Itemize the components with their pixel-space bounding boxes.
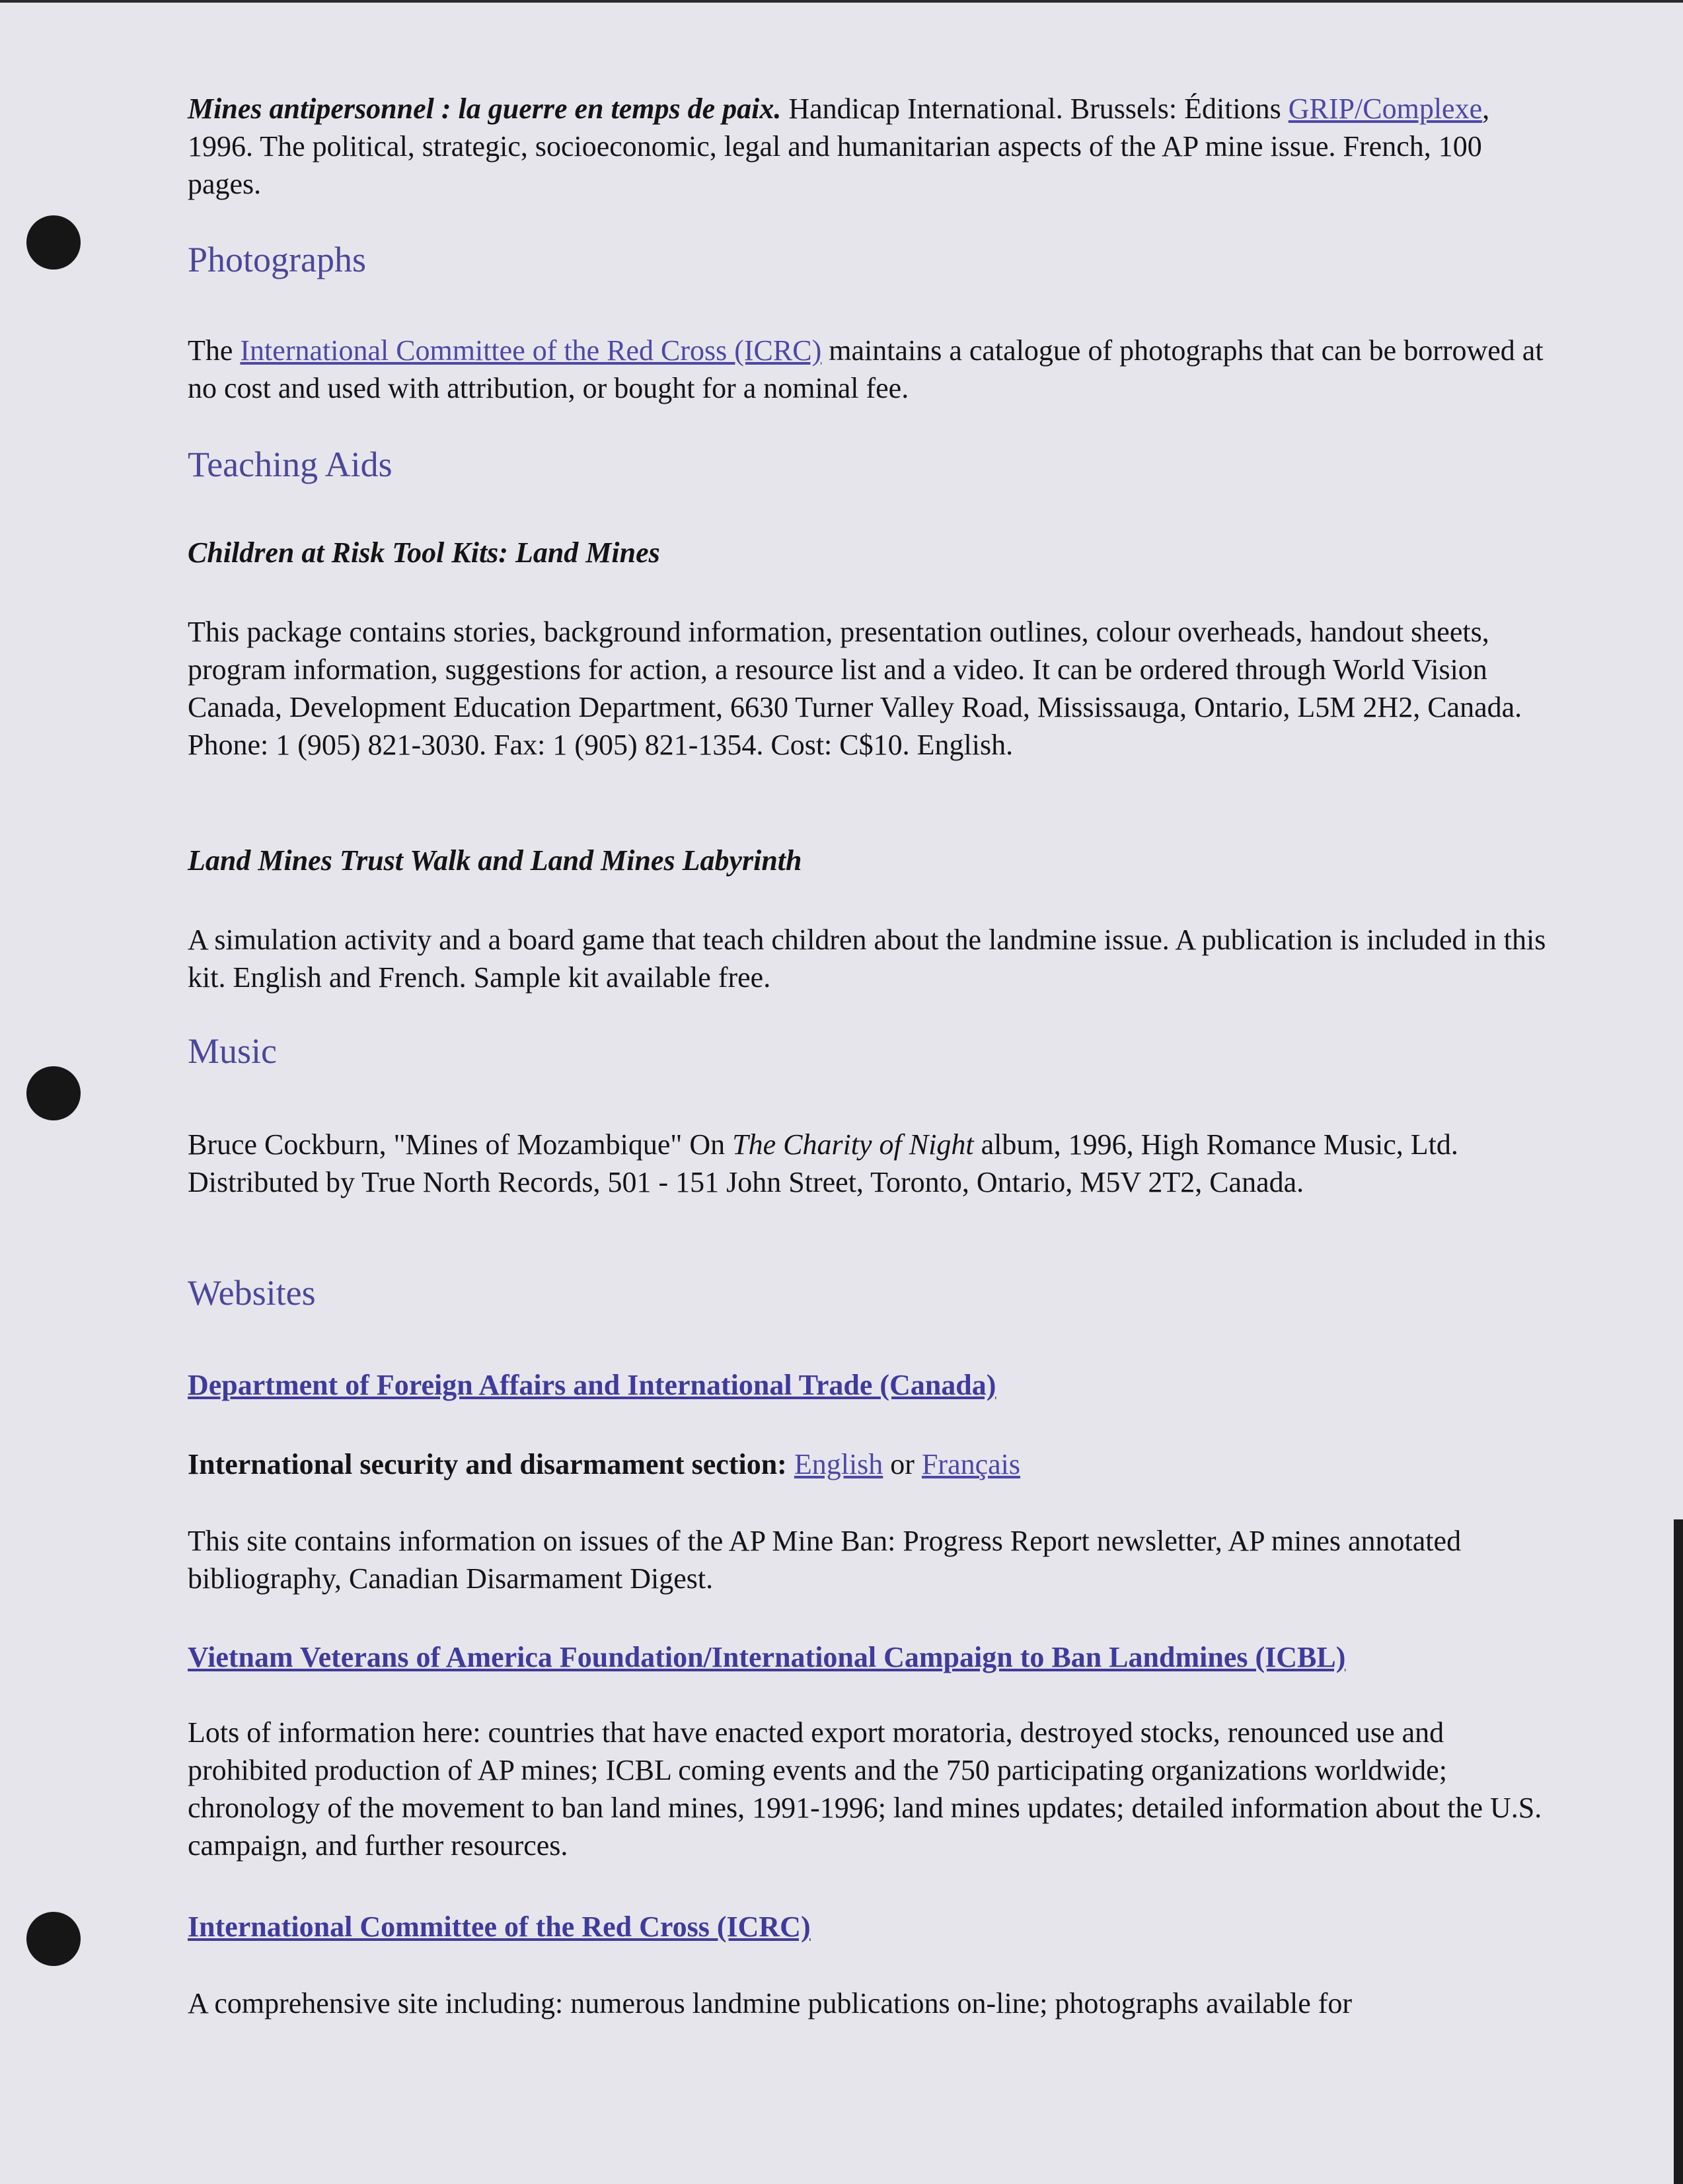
heading-music: Music — [188, 1031, 277, 1071]
scan-right-edge — [1674, 1519, 1683, 2184]
site2-description: Lots of information here: countries that have enacted export moratoria, destroyed stocks, renounced use and prohibited production of AP mines; ICBL coming events and the 750 participating organizations worldwide; chronology of the movement to ban land mines, 1991-1996; land mines updates; detailed information about the U.S. campaign, and further resources. — [188, 1716, 1542, 1862]
site3-link-line — [188, 1908, 1549, 1946]
icrc-site-link[interactable]: International Committee of the Red Cross (ICRC) — [188, 1911, 811, 1943]
binder-hole-bottom — [26, 1912, 81, 1966]
dfait-link[interactable]: Department of Foreign Affairs and International Trade (Canada) — [188, 1369, 996, 1401]
heading-photographs: Photographs — [188, 240, 366, 279]
music-paragraph — [188, 1126, 1549, 1201]
photographs-paragraph — [188, 332, 1549, 407]
heading-websites: Websites — [188, 1273, 316, 1313]
binder-hole-middle — [26, 1066, 81, 1120]
teaching-item2-text: A simulation activity and a board game that teach children about the landmine issue. A publication is included in this kit. English and French. Sample kit available free. — [188, 924, 1546, 994]
entry-mines-antipersonnel — [188, 90, 1549, 203]
teaching-item1-title: Children at Risk Tool Kits: Land Mines — [188, 536, 660, 569]
grip-complexe-link[interactable]: GRIP/Complexe — [1288, 92, 1483, 125]
photographs-lead: The — [188, 334, 241, 367]
music-text-b: album, 1996, High Romance Music, Ltd. Distributed by True North Records, 501 - 151 John Street, Toronto, Ontario, M5V 2T2, Canada. — [188, 1128, 1458, 1198]
entry-title: Mines antipersonnel : la guerre en temps de paix. — [188, 92, 782, 125]
site2-link-line — [188, 1638, 1549, 1676]
icrc-photos-link[interactable]: International Committee of the Red Cross (ICRC) — [240, 334, 822, 367]
photographs-text: maintains a catalogue of photographs that can be borrowed at no cost and used with attribution, or bought for a nominal fee. — [188, 334, 1544, 404]
english-link[interactable]: English — [794, 1448, 883, 1480]
binder-hole-top — [26, 215, 81, 270]
entry-text-a: Handicap International. Brussels: Éditions — [781, 92, 1289, 125]
entry-text-b: , 1996. The political, strategic, socioeconomic, legal and humanitarian aspects of the AP mine issue. French, 100 pages. — [188, 92, 1490, 200]
francais-link[interactable]: Français — [921, 1448, 1021, 1480]
site3-description: A comprehensive site including: numerous landmine publications on-line; photographs available for — [188, 1987, 1353, 2020]
scan-top-edge — [0, 0, 1683, 3]
site1-section-line — [188, 1445, 1549, 1483]
heading-teaching-aids: Teaching Aids — [188, 445, 393, 484]
site1-description: This site contains information on issues of the AP Mine Ban: Progress Report newsletter, AP mines annotated bibliography, Canadian Disarmament Digest. — [188, 1525, 1462, 1595]
teaching-item2-title: Land Mines Trust Walk and Land Mines Labyrinth — [188, 844, 802, 877]
teaching-item1-text: This package contains stories, background information, presentation outlines, colour overheads, handout sheets, program information, suggestions for action, a resource list and a video. It can be ordered through World Vision Canada, Development Education Department, 6630 Turner Valley Road, Mississauga, Ontario, L5M 2H2, Canada. Phone: 1 (905) 821-3030. Fax: 1 (905) 821-1354. Cost: C$10. English. — [188, 616, 1522, 761]
site1-link-line — [188, 1366, 1549, 1404]
vvaf-icbl-link[interactable]: Vietnam Veterans of America Foundation/International Campaign to Ban Landmines (ICBL) — [188, 1641, 1346, 1673]
album-title: The Charity of Night — [732, 1128, 974, 1161]
site1-label: International security and disarmament section: — [188, 1448, 787, 1480]
music-text-a: Bruce Cockburn, "Mines of Mozambique" On — [188, 1128, 733, 1161]
site1-or: or — [883, 1448, 922, 1480]
